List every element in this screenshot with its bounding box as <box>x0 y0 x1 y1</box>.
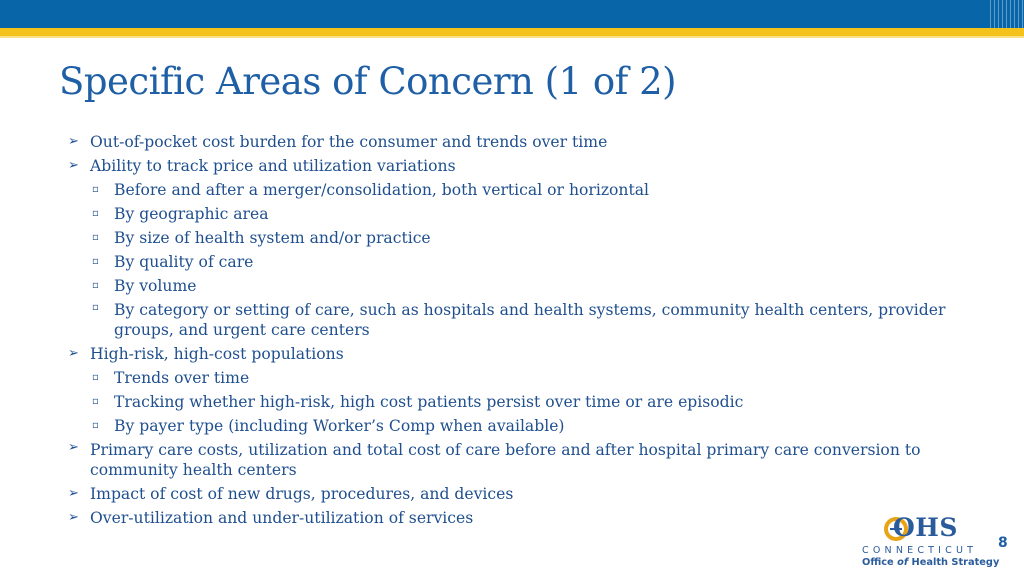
square-bullet-icon: ▫ <box>92 420 99 431</box>
sub-bullet-item <box>66 274 976 298</box>
square-bullet-icon: ▫ <box>92 280 99 291</box>
bullet-list <box>66 130 976 530</box>
bullet-item <box>66 154 976 178</box>
slide-title: Specific Areas of Concern (1 of 2) <box>59 60 677 103</box>
square-bullet-icon: ▫ <box>92 184 99 195</box>
bullet-text: Primary care costs, utilization and total cost of care before and after hospital primary care conversion to community health centers <box>90 441 921 479</box>
bullet-item <box>66 342 976 366</box>
square-bullet-icon: ▫ <box>92 208 99 219</box>
sub-bullet-text: By size of health system and/or practice <box>114 229 431 247</box>
bullet-item <box>66 506 976 530</box>
square-bullet-icon: ▫ <box>92 372 99 383</box>
sub-bullet-item <box>66 390 976 414</box>
arrow-bullet-icon: ➢ <box>68 346 79 361</box>
bullet-text: Impact of cost of new drugs, procedures, and devices <box>90 485 514 503</box>
logo-office-prefix: Office <box>862 557 898 568</box>
arrow-bullet-icon: ➢ <box>68 510 79 525</box>
logo-office-of: of <box>897 557 909 568</box>
sub-bullet-text: By category or setting of care, such as hospitals and health systems, community health centers, provider groups, and urgent care centers <box>114 301 946 339</box>
bullet-text: Over-utilization and under-utilization of services <box>90 509 474 527</box>
arrow-bullet-icon: ➢ <box>68 134 79 149</box>
bullet-text: High-risk, high-cost populations <box>90 345 344 363</box>
square-bullet-icon: ▫ <box>92 396 99 407</box>
sub-bullet-item <box>66 414 976 438</box>
sub-bullet-item <box>66 226 976 250</box>
square-bullet-icon: ▫ <box>92 232 99 243</box>
logo-state: CONNECTICUT <box>862 545 978 556</box>
ohs-connecticut-logo <box>862 513 1000 571</box>
sub-bullet-item <box>66 366 976 390</box>
header-gold-highlight <box>0 36 1024 38</box>
bullet-item <box>66 130 976 154</box>
arrow-bullet-icon: ➢ <box>68 440 79 455</box>
sub-bullet-item <box>66 298 976 342</box>
sub-bullet-item <box>66 202 976 226</box>
arrow-bullet-icon: ➢ <box>68 486 79 501</box>
page-number: 8 <box>998 535 1008 551</box>
square-bullet-icon: ▫ <box>92 302 99 313</box>
sub-bullet-text: By volume <box>114 277 197 295</box>
bullet-text: Out-of-pocket cost burden for the consumer and trends over time <box>90 133 608 151</box>
sub-bullet-item <box>66 250 976 274</box>
sub-bullet-text: By geographic area <box>114 205 269 223</box>
logo-acronym: OHS <box>893 513 958 542</box>
logo-office-suffix: Health Strategy <box>908 557 1000 568</box>
square-bullet-icon: ▫ <box>92 256 99 267</box>
sub-bullet-text: By quality of care <box>114 253 254 271</box>
header-gold-stripe <box>0 28 1024 36</box>
sub-bullet-text: Tracking whether high-risk, high cost patients persist over time or are episodic <box>114 393 744 411</box>
arrow-bullet-icon: ➢ <box>68 158 79 173</box>
logo-office-name <box>862 557 999 568</box>
sub-bullet-text: By payer type (including Worker’s Comp when available) <box>114 417 565 435</box>
sub-bullet-text: Before and after a merger/consolidation, both vertical or horizontal <box>114 181 650 199</box>
bullet-item <box>66 482 976 506</box>
bullet-text: Ability to track price and utilization variations <box>90 157 456 175</box>
sub-bullet-item <box>66 178 976 202</box>
header-band <box>0 0 1024 28</box>
bullet-item <box>66 438 976 482</box>
sub-bullet-text: Trends over time <box>114 369 250 387</box>
